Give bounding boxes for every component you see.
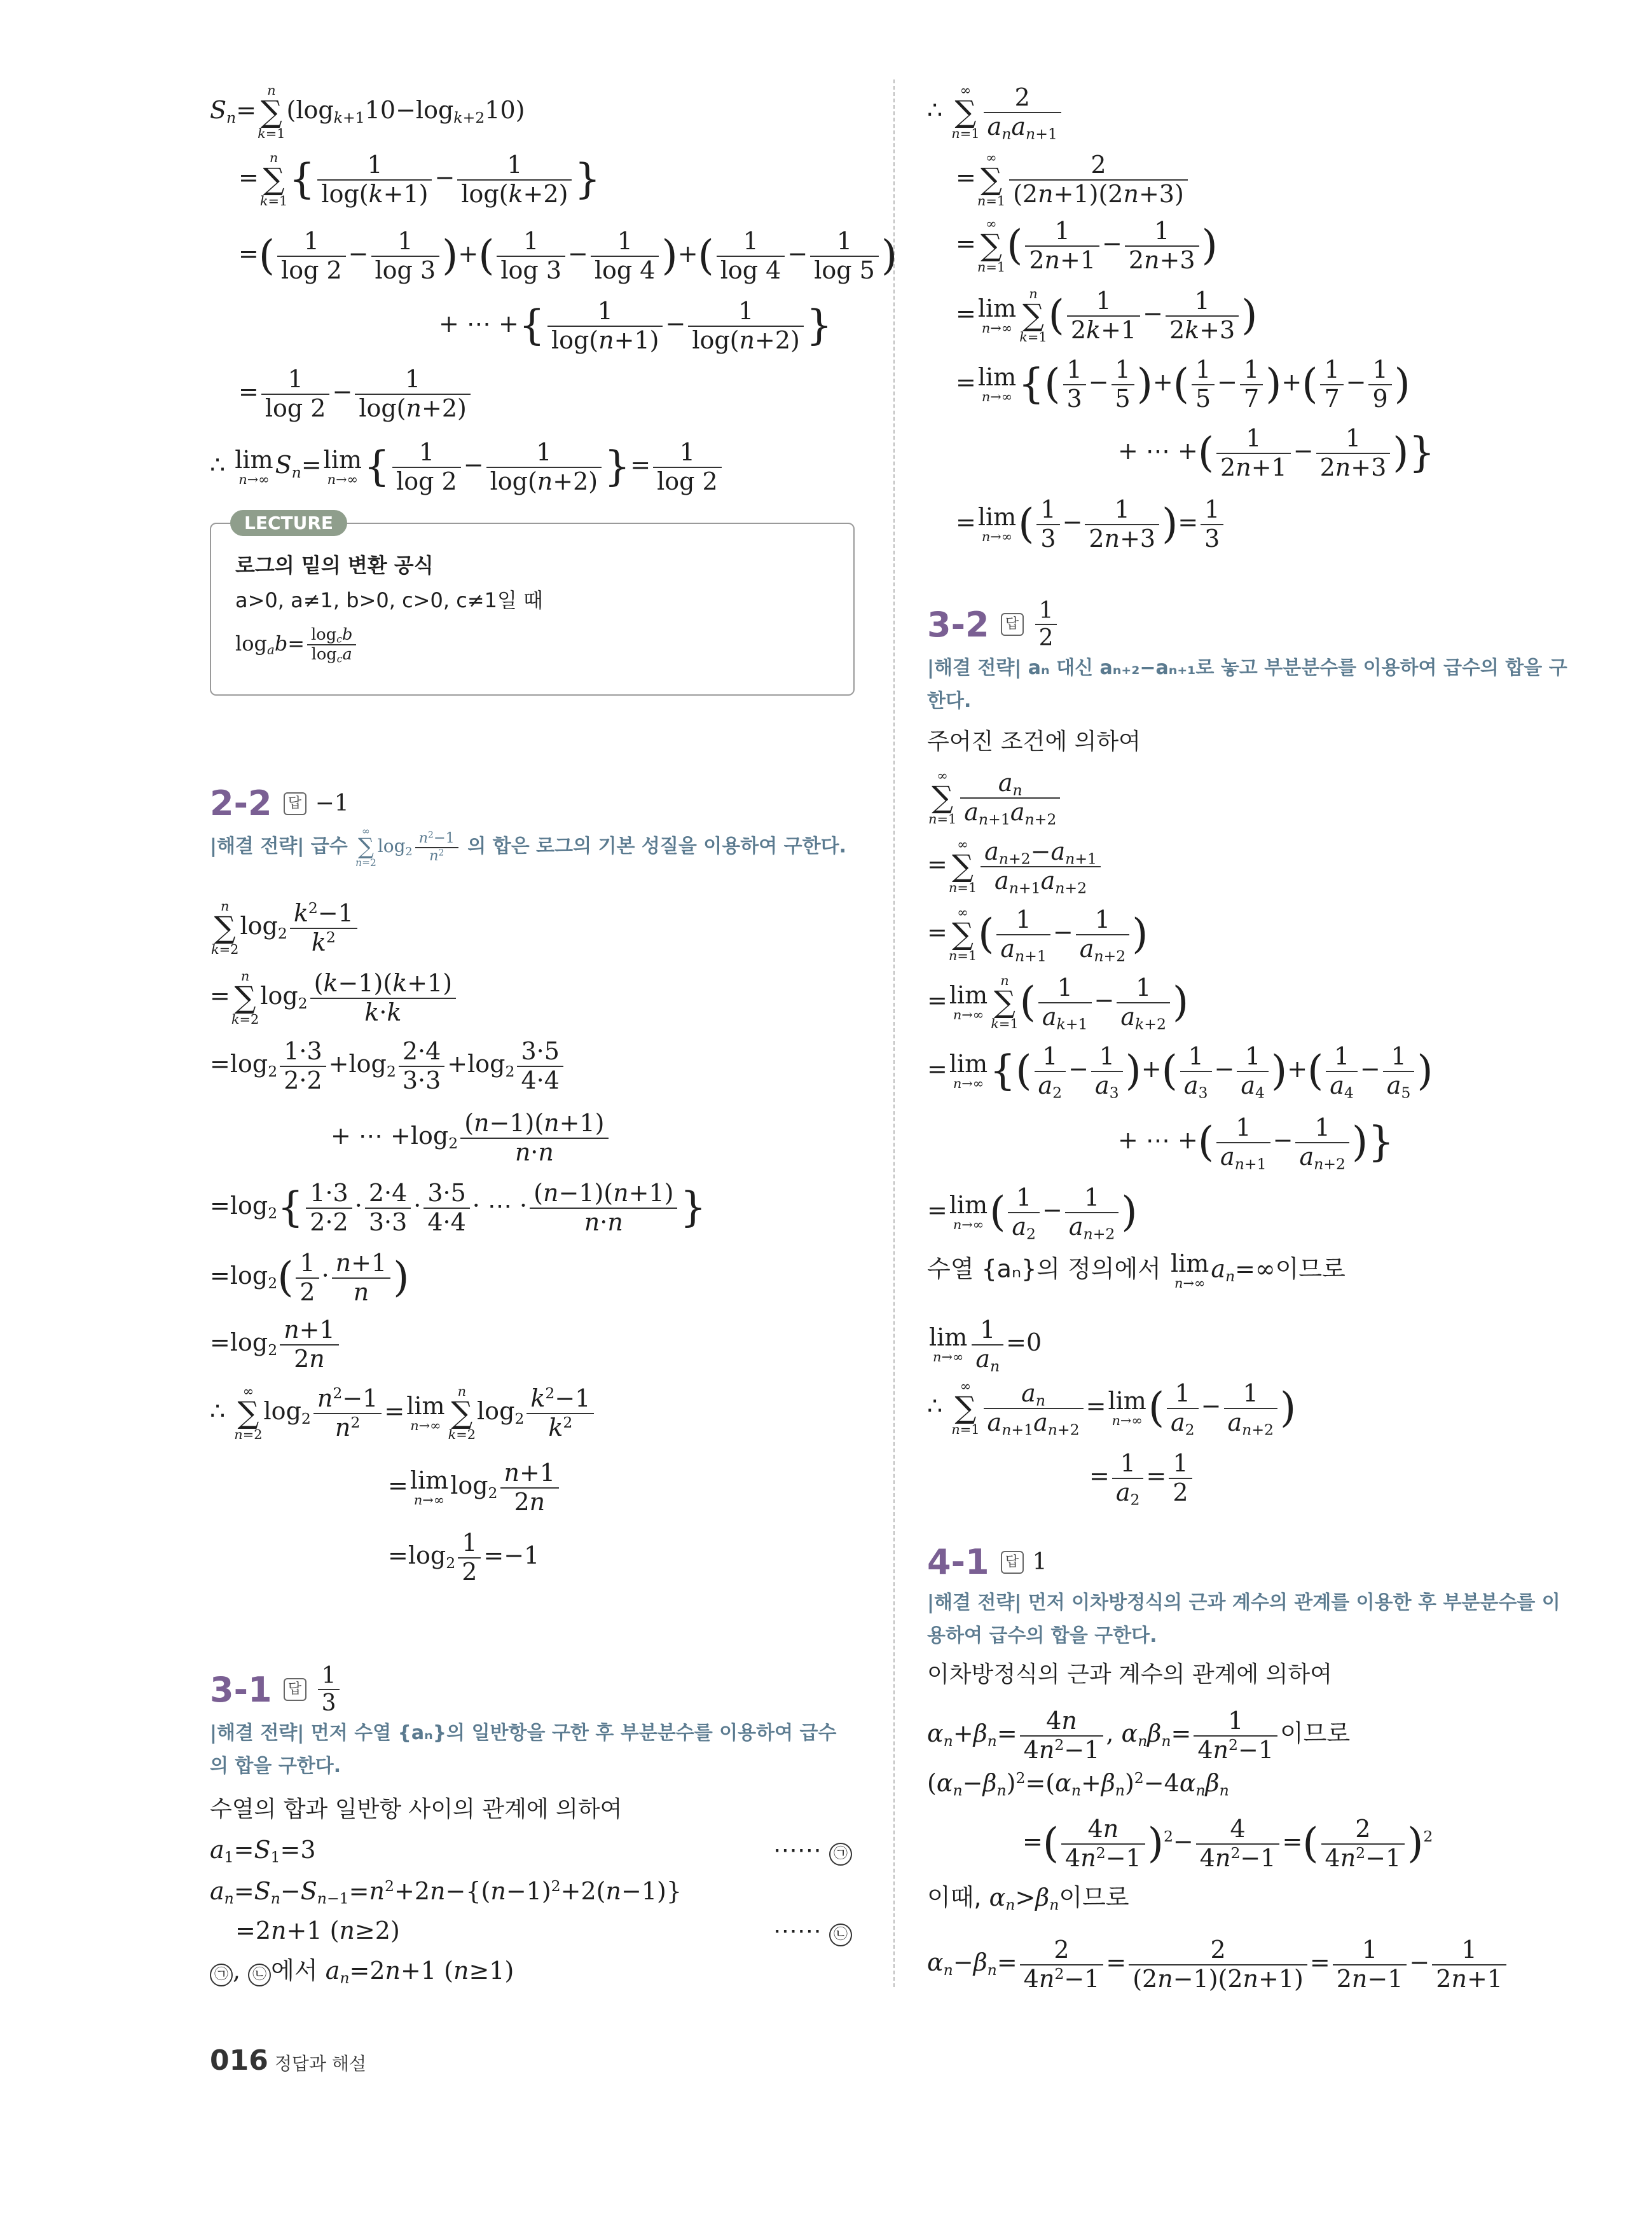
eq-32-2: = ∞ ∑ n=1 $\frac{a_{n+2}-a_{n+1}}{a_{n+1}a_{n+2}}$	[927, 838, 1103, 895]
section-4-1-header	[927, 1542, 1047, 1582]
answer-badge: 답	[1001, 1551, 1024, 1574]
seq-text-b: 이므로	[1275, 1255, 1346, 1283]
eq-32-1: ∞ ∑ n=1 $\frac{a_n}{a_{n+1}a_{n+2}}$	[927, 769, 1063, 826]
eq-22-6: $=\log_2$( $\frac{1}{2}$ · $\frac{n+1}{n}$ )	[210, 1249, 410, 1306]
footer-label: 정답과 해설	[274, 2053, 367, 2074]
eq-22-9: = lim n→∞ $\log_2$ $\frac{n+1}{2n}$	[388, 1459, 561, 1516]
imeuro2-text: 이므로	[1059, 1883, 1129, 1911]
left-column	[210, 0, 898, 2230]
eq-r-6: + ⋯ +( $\frac{1}{2n+1}$ − $\frac{1}{2n+3}$ )}	[1118, 424, 1435, 481]
section-number: 2-2	[210, 783, 272, 823]
lecture-box	[210, 513, 855, 696]
section-number: 3-1	[210, 1669, 272, 1710]
eq-22-3: $=\log_2$ $\frac{1\cdot 3}{2\cdot 2}$ $+\log_2$ $\frac{2\cdot 4}{3\cdot 3}$ $+\log_2$ $\frac{3\cdot 5}{4\cdot 4}$	[210, 1038, 566, 1094]
section-2-2-strategy: |해결 전략| 급수 ∞ ∑ n=2 $\log_2$ $\frac{n^2-1}{n^2}$ 의 합은 로그의 기본 성질을 이용하여 구한다.	[210, 825, 846, 869]
strategy-text: aₙ 대신 aₙ₊₂−aₙ₊₁로 놓고 부분분수를 이용하여 급수의 합을 구한다.	[927, 657, 1567, 712]
eq-32-10: ∴ ∞ ∑ n=1 $\frac{a_n}{a_{n+1}a_{n+2}}$ = lim n→∞ ( $\frac{1}{a_2}$ − $\frac{1}{a_{n+2}}$ )	[927, 1379, 1297, 1439]
eq-32-6: + ⋯ +( $\frac{1}{a_{n+1}}$ − $\frac{1}{a_{n+2}}$ )}	[1118, 1113, 1394, 1173]
eq-31-4: ㉠ , ㉡ 에서 $a_n=2n+1$ (n≥1)	[210, 1955, 514, 1986]
imeuro-text: 이므로	[1280, 1719, 1351, 1748]
lecture-condition: a>0, a≠1, b>0, c>0, c≠1일 때	[235, 588, 543, 612]
section-3-2-intro: 주어진 조건에 의하여	[927, 729, 1141, 755]
answer-value: −1	[315, 790, 349, 816]
eq-32-5: = lim n→∞ {( $\frac{1}{a_2}$ − $\frac{1}{a_3}$ )+( $\frac{1}{a_3}$ − $\frac{1}{a_4}$ )+( $\frac{1}{a_4}$ − $\frac{1}{a_5}$ )	[927, 1042, 1433, 1102]
eq-sn-4: + ⋯ +{ $\frac{1}{\log(n+1)}$ − $\frac{1}{\log(n+2)}$ }	[439, 297, 832, 354]
page-number: 016	[210, 2044, 268, 2077]
section-4-1-strategy	[927, 1586, 1569, 1653]
eq-22-10: $=\log_2$ $\frac{1}{2}$ =−1	[388, 1529, 540, 1586]
eq-22-1: n ∑ k=2 $\log_2$ $\frac{k^2-1}{k^2}$	[210, 900, 360, 956]
strategy-label: |해결 전략|	[927, 1592, 1022, 1614]
answer-badge: 답	[1001, 613, 1024, 636]
eq-22-2: = n ∑ k=2 $\log_2$ $\frac{(k-1)(k+1)}{k\cdot k}$	[210, 970, 458, 1026]
eq-41-5: $\alpha_n-\beta_n=$ $\frac{2}{4n^2-1}$ = $\frac{2}{(2n-1)(2n+1)}$ = $\frac{1}{2n-1}$ − $\frac{1}{2n+1}$	[927, 1936, 1509, 1993]
eq-r-3: = ∞ ∑ n=1 ( $\frac{1}{2n+1}$ − $\frac{1}{2n+3}$ )	[956, 216, 1218, 275]
eq-31-1: $a_1=S_1=3$ ⋯⋯ ㉠	[210, 1834, 852, 1865]
strategy-label: |해결 전략|	[210, 835, 305, 858]
section-number: 3-2	[927, 604, 989, 645]
strategy-text-b: 의 합은 로그의 기본 성질을 이용하여 구한다.	[467, 835, 846, 858]
eq-r-5: = lim n→∞ {( $\frac{1}{3}$ − $\frac{1}{5}$ )+( $\frac{1}{5}$ − $\frac{1}{7}$ )+( $\frac{1}{7}$ − $\frac{1}{9}$ )	[956, 355, 1410, 413]
column-divider	[893, 79, 895, 1987]
eq-32-9: lim n→∞ $\frac{1}{a_n}$ =0	[929, 1316, 1042, 1375]
page-footer	[210, 2044, 366, 2077]
section-3-2-strategy	[927, 652, 1569, 718]
eq-sn-3: =( $\frac{1}{\log 2}$ − $\frac{1}{\log 3}$ )+( $\frac{1}{\log 3}$ − $\frac{1}{\log 4}$ )+( $\frac{1}{\log 4}$ − $\frac{1}{\log 5}$ )	[238, 227, 898, 284]
seq-text-a: 수열 {aₙ}의 정의에서	[927, 1255, 1161, 1283]
ittae-text: 이때,	[927, 1883, 982, 1911]
eq-22-7: $=\log_2$ $\frac{n+1}{2n}$	[210, 1316, 341, 1373]
circle-2: ㉡	[829, 1924, 852, 1946]
eq-41-3: =( $\frac{4n}{4n^2-1}$ )$^2$− $\frac{4}{4n^2-1}$ =( $\frac{2}{4n^2-1}$ )$^2$	[1022, 1815, 1433, 1872]
section-3-1-header: 3-1 답 $\frac{1}{3}$	[210, 1663, 342, 1717]
section-3-1-strategy	[210, 1717, 852, 1783]
circle-1: ㉠	[829, 1843, 852, 1866]
section-2-2-header	[210, 783, 349, 823]
eq-r-4: = lim n→∞ n ∑ k=1 ( $\frac{1}{2k+1}$ − $\frac{1}{2k+3}$ )	[956, 286, 1258, 345]
lecture-formula: $\log_ab=$ $\frac{\log_cb}{\log_ca}$	[235, 626, 359, 664]
answer-badge: 답	[284, 1678, 306, 1701]
eq-r-1: ∴ ∞ ∑ n=1 2 $a_na_{n+1}$	[927, 84, 1064, 141]
eq-sn-def: $S_n=$ n ∑ k=1 $(\log_{k+1}10-\log_{k+2}10)$	[210, 83, 525, 142]
eq-32-3: = ∞ ∑ n=1 ( $\frac{1}{a_{n+1}}$ − $\frac{1}{a_{n+2}}$ )	[927, 905, 1148, 965]
strategy-text: 먼저 이차방정식의 근과 계수의 관계를 이용한 후 부분분수를 이용하여 급수의 합을 구한다.	[927, 1592, 1560, 1647]
strategy-label: |해결 전략|	[210, 1722, 305, 1744]
answer-badge: 답	[284, 792, 306, 815]
circle-2-ref: ㉡	[248, 1964, 271, 1986]
circle-1-ref: ㉠	[210, 1964, 233, 1986]
eq-32-7: = lim n→∞ ( $\frac{1}{a_2}$ − $\frac{1}{a_{n+2}}$ )	[927, 1183, 1138, 1243]
eq-r-7: = lim n→∞ ( $\frac{1}{3}$ − $\frac{1}{2n+3}$ )= $\frac{1}{3}$	[956, 496, 1226, 553]
mark-dots: ⋯⋯	[773, 1836, 822, 1864]
eq-32-4: = lim n→∞ n ∑ k=1 ( $\frac{1}{a_{k+1}}$ − $\frac{1}{a_{k+2}}$ )	[927, 973, 1189, 1033]
eq-r-2: = ∞ ∑ n=1 $\frac{2}{(2n+1)(2n+3)}$	[956, 151, 1190, 208]
eq-32-8: 수열 {aₙ}의 정의에서 lim n→∞ $a_n=\infty$이므로	[927, 1249, 1346, 1291]
answer-value: 1	[1032, 1549, 1047, 1575]
strategy-text-a: 급수	[310, 835, 348, 858]
eq-32-11: = $\frac{1}{a_2}$ = $\frac{1}{2}$	[1089, 1450, 1195, 1506]
section-4-1-intro: 이차방정식의 근과 계수의 관계에 의하여	[927, 1662, 1332, 1688]
eq-41-2: $(\alpha_n-\beta_n)^2=(\alpha_n+\beta_n)^2-4\alpha_n\beta_n$	[927, 1769, 1229, 1800]
eq-sn-5: = $\frac{1}{\log 2}$ − $\frac{1}{\log(n+2)}$	[238, 366, 473, 422]
conclude-text: 에서	[271, 1957, 318, 1985]
eq-22-4: + ⋯ $+\log_2$ $\frac{(n-1)(n+1)}{n\cdot n}$	[331, 1110, 611, 1166]
eq-22-8: ∴ ∞ ∑ n=2 $\log_2$ $\frac{n^2-1}{n^2}$ = lim n→∞ n ∑ k=2 $\log_2$ $\frac{k^2-1}{k^2}$	[210, 1385, 596, 1442]
section-3-2-header: 3-2 답 $\frac{1}{2}$	[927, 598, 1059, 652]
section-number: 4-1	[927, 1542, 989, 1582]
right-column	[927, 0, 1588, 2230]
eq-41-1: $\alpha_n+\beta_n=$ $\frac{4n}{4n^2-1}$ , $\alpha_n\beta_n=$ $\frac{1}{4n^2-1}$ 이므로	[927, 1707, 1351, 1764]
eq-41-4: 이때, $\alpha_n>\beta_n$이므로	[927, 1883, 1129, 1914]
lecture-title: 로그의 밑의 변환 공식	[235, 553, 434, 577]
mark-dots: ⋯⋯	[773, 1917, 822, 1944]
eq-sn-2: = n ∑ k=1 { $\frac{1}{\log(k+1)}$ − $\frac{1}{\log(k+2)}$ }	[238, 150, 601, 209]
eq-sn-limit: ∴ lim n→∞ $S_n=$ lim n→∞ { $\frac{1}{\log 2}$ − $\frac{1}{\log(n+2)}$ }= $\frac{1}{\log 2}$	[210, 439, 724, 495]
strategy-text: 먼저 수열 {aₙ}의 일반항을 구한 후 부분분수를 이용하여 급수의 합을 구한다.	[210, 1722, 837, 1777]
section-3-1-intro: 수열의 합과 일반항 사이의 관계에 의하여	[210, 1796, 623, 1822]
lecture-tag: LECTURE	[230, 510, 347, 536]
strategy-label: |해결 전략|	[927, 657, 1022, 679]
eq-31-3: =2n+1 (n≥2) ⋯⋯ ㉡	[235, 1915, 852, 1946]
eq-22-5: $=\log_2${ $\frac{1\cdot 3}{2\cdot 2}$ · $\frac{2\cdot 4}{3\cdot 3}$ · $\frac{3\cdot 5}{4\cdot 4}$ · ⋯ · $\frac{(n-1)(n+1)}{n\cdot n}$ }	[210, 1179, 706, 1236]
eq-31-2: $a_n=S_n-S_{n-1}=n^2+2n-\{(n-1)^2+2(n-1)\}$	[210, 1877, 682, 1908]
